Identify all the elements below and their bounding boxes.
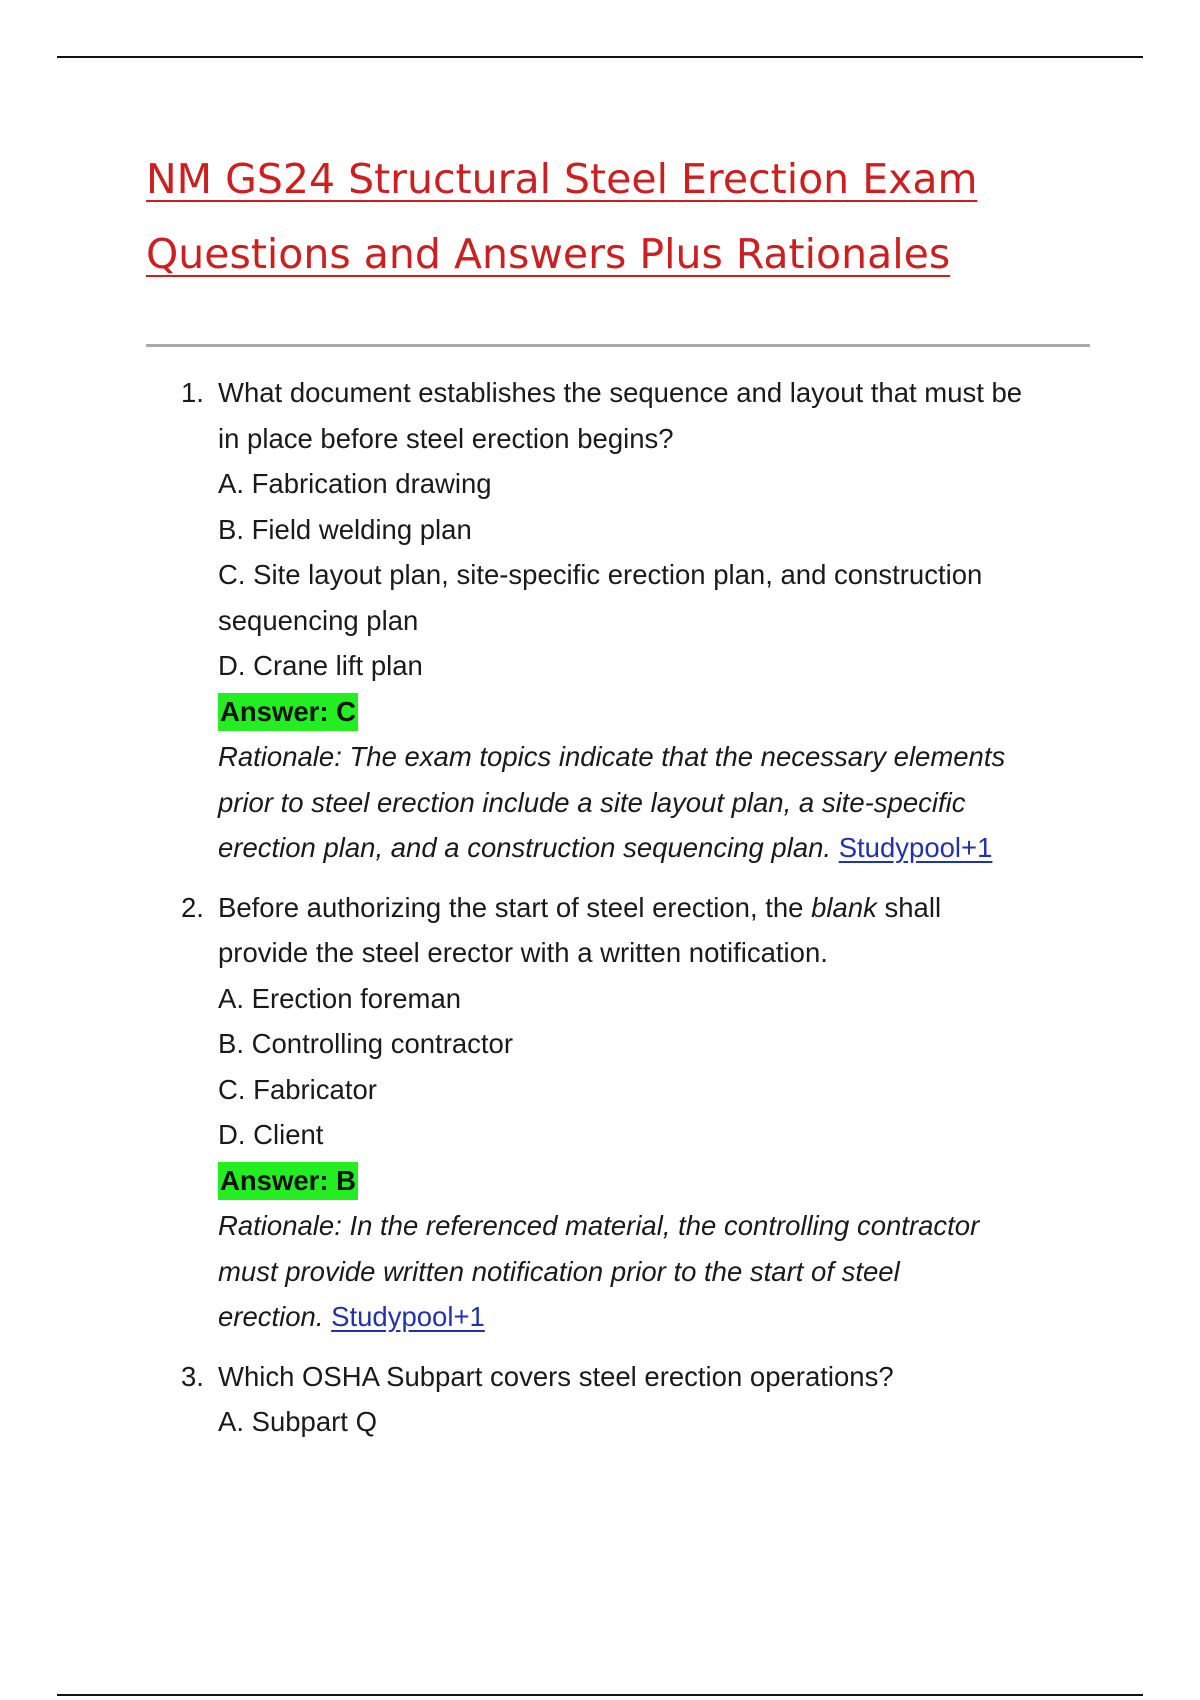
option-a: A. Fabrication drawing — [218, 468, 492, 499]
option-b: B. Controlling contractor — [218, 1028, 513, 1059]
title-line-1: NM GS24 Structural Steel Erection Exam — [146, 155, 978, 203]
question-text-part-1: Before authorizing the start of steel erection, the — [218, 891, 804, 923]
rationale-line-3 — [218, 1294, 1100, 1340]
question-text-line-1: What document establishes the sequence and layout that must be — [218, 377, 1023, 408]
question-blank-word: blank — [811, 891, 877, 923]
question-text-line-1 — [218, 885, 1100, 931]
option-a: A. Subpart Q — [218, 1406, 377, 1437]
answer-badge: Answer: B — [218, 1162, 358, 1200]
question-1 — [0, 370, 1200, 871]
rationale-line-1: Rationale: In the referenced material, the controlling contractor — [218, 1210, 980, 1241]
question-text-line-2: in place before steel erection begins? — [218, 422, 674, 454]
option-c-continued: sequencing plan — [218, 604, 419, 636]
page-title — [146, 142, 1106, 292]
page-top-rule — [57, 56, 1143, 58]
title-line-2: Questions and Answers Plus Rationales — [146, 230, 951, 278]
question-list — [0, 370, 1200, 1459]
question-number: 3. — [181, 1360, 204, 1392]
rationale-line-3-text: erection. — [218, 1301, 324, 1332]
question-text-line-1: Which OSHA Subpart covers steel erection operations? — [218, 1360, 894, 1392]
option-b: B. Field welding plan — [218, 513, 472, 545]
option-d: D. Client — [218, 1119, 324, 1150]
answer-badge: Answer: C — [218, 693, 358, 731]
source-link[interactable]: Studypool+1 — [331, 1301, 485, 1332]
source-link[interactable]: Studypool+1 — [838, 832, 993, 863]
option-c: C. Site layout plan, site-specific erection plan, and construction — [218, 559, 983, 590]
rationale-line-1: Rationale: The exam topics indicate that the necessary elements — [218, 741, 1006, 772]
question-text-line-2: provide the steel erector with a written notification. — [218, 937, 828, 968]
option-a: A. Erection foreman — [218, 982, 462, 1014]
question-number: 2. — [181, 891, 204, 923]
rationale-line-2: prior to steel erection include a site layout plan, a site-specific — [218, 786, 966, 818]
question-2 — [0, 885, 1200, 1340]
rationale-line-3-text: erection plan, and a construction sequencing plan. — [218, 832, 832, 863]
section-divider — [146, 344, 1090, 347]
page-bottom-rule — [57, 1694, 1143, 1696]
option-d: D. Crane lift plan — [218, 650, 423, 681]
option-c: C. Fabricator — [218, 1073, 377, 1105]
question-number: 1. — [181, 377, 204, 408]
question-3 — [0, 1354, 1200, 1445]
question-text-part-2: shall — [884, 891, 942, 923]
rationale-line-2: must provide written notification prior to the start of steel — [218, 1255, 900, 1287]
rationale-line-3 — [218, 825, 1100, 871]
